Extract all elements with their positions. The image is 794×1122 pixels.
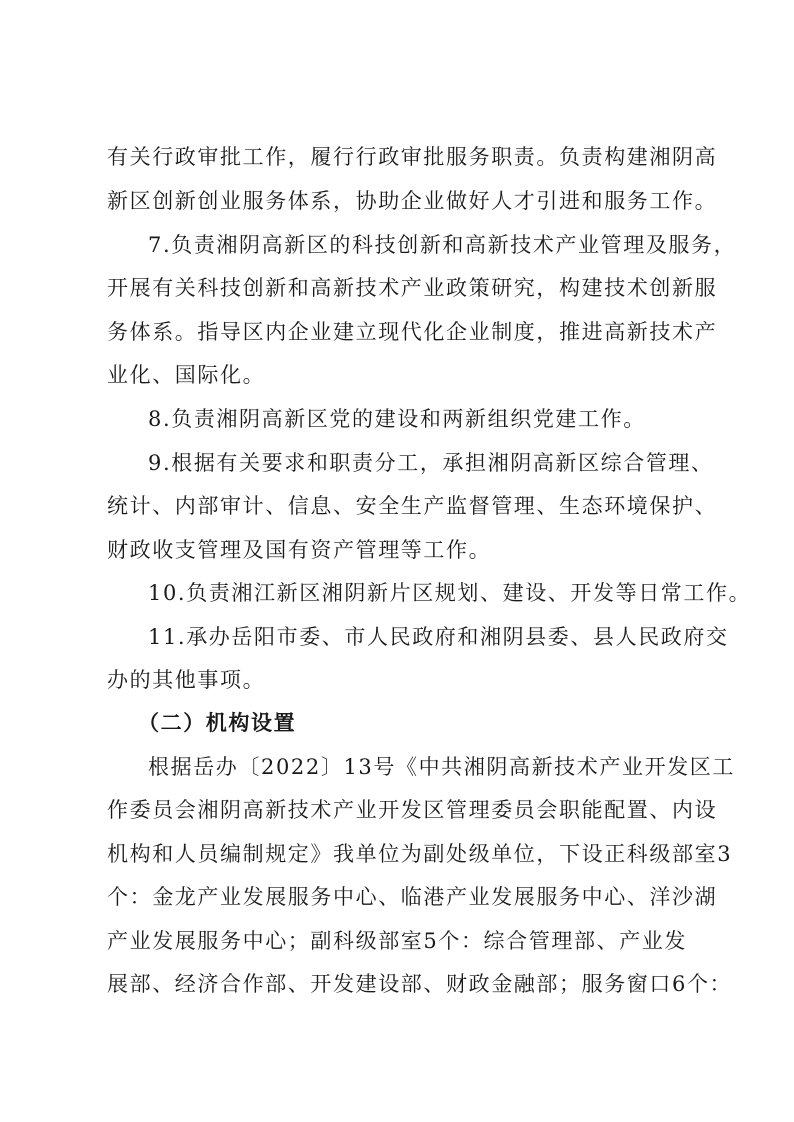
body-text-line: 财政收支管理及国有资产管理等工作。 — [107, 538, 492, 562]
body-text-line: 新区创新创业服务体系，协助企业做好人才引进和服务工作。 — [107, 189, 718, 213]
body-text-line: 机构和人员编制规定》我单位为副处级单位，下设正科级部室3 — [107, 842, 733, 866]
body-text-line: 务体系。指导区内企业建立现代化企业制度，推进高新技术产 — [107, 320, 718, 344]
body-text-line: 展部、经济合作部、开发建设部、财政金融部；服务窗口6个： — [107, 972, 733, 996]
body-text-line: 有关行政审批工作，履行行政审批服务职责。负责构建湘阴高 — [107, 145, 718, 169]
body-text-line: 统计、内部审计、信息、安全生产监督管理、生态环境保护、 — [107, 494, 718, 518]
section-heading: （二）机构设置 — [138, 711, 297, 735]
body-text-line: 业化、国际化。 — [107, 363, 266, 387]
body-text-line: 根据岳办〔2022〕13号《中共湘阴高新技术产业开发区工 — [148, 755, 735, 779]
list-item-10: 10.负责湘江新区湘阴新片区规划、建设、开发等日常工作。 — [148, 581, 752, 605]
list-item-9: 9.根据有关要求和职责分工，承担湘阴高新区综合管理、 — [148, 451, 714, 475]
list-item-8: 8.负责湘阴高新区党的建设和两新组织党建工作。 — [148, 407, 646, 431]
body-text-line: 作委员会湘阴高新技术产业开发区管理委员会职能配置、内设 — [107, 798, 718, 822]
body-text-line: 产业发展服务中心；副科级部室5个：综合管理部、产业发 — [107, 929, 687, 953]
list-item-7: 7.负责湘阴高新区的科技创新和高新技术产业管理及服务， — [148, 233, 737, 257]
body-text-line: 开展有关科技创新和高新技术产业政策研究，构建技术创新服 — [107, 276, 718, 300]
body-text-line: 办的其他事项。 — [107, 668, 266, 692]
list-item-11: 11.承办岳阳市委、市人民政府和湘阴县委、县人民政府交 — [148, 625, 729, 649]
body-text-line: 个：金龙产业发展服务中心、临港产业发展服务中心、洋沙湖 — [107, 885, 718, 909]
